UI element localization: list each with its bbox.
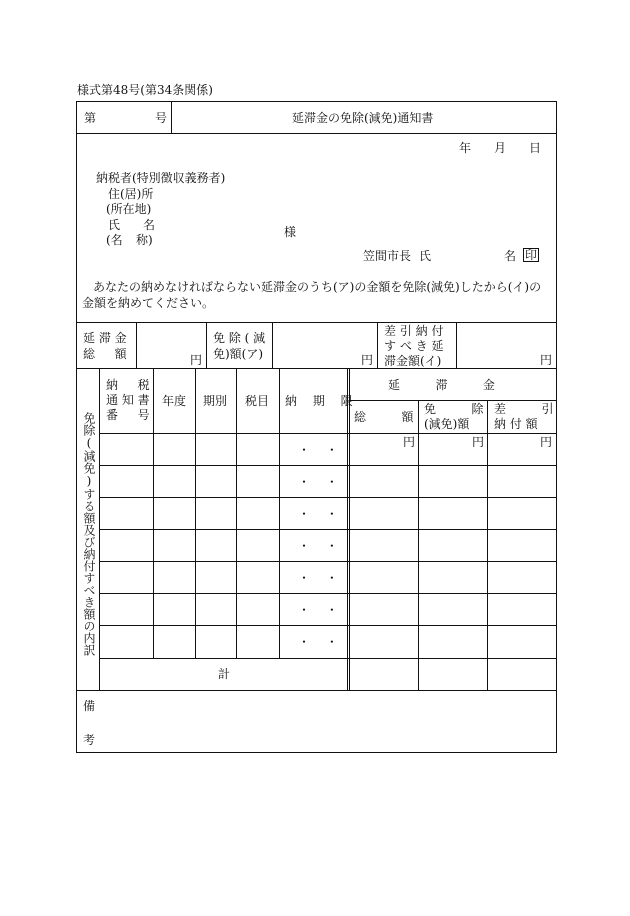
col-exempt-2: (減免)額 — [424, 417, 470, 431]
col-notice-number-1: 納 税 — [106, 378, 150, 392]
exempt-amount-label-2: 免)額(ア) — [213, 347, 264, 361]
issuer-title: 笠間市長 — [363, 249, 412, 263]
honorific: 様 — [284, 225, 297, 239]
remarks-label-1: 備 — [83, 699, 96, 713]
total-row-label: 計 — [218, 667, 231, 681]
taxpayer-location-label: (所在地) — [106, 202, 152, 216]
notice-line-2: 金額を納めてください。 — [82, 296, 215, 310]
row1-total-yen: 円 — [403, 435, 416, 449]
row4-due-date-dots: ・ ・ — [298, 539, 338, 553]
exempt-amount-label-1: 免 除 ( 減 — [213, 331, 266, 345]
net-due-yen: 円 — [540, 353, 553, 367]
date-day: 日 — [529, 141, 542, 155]
row1-exempt-yen: 円 — [472, 435, 485, 449]
col-net-due-2: 納 付 額 — [494, 417, 538, 431]
date-year: 年 — [459, 141, 472, 155]
row1-due-date-dots: ・ ・ — [298, 443, 338, 457]
net-due-label-1: 差 引 納 付 — [384, 324, 444, 338]
issuer-name-label-2: 名 — [504, 249, 517, 263]
col-total: 総 額 — [354, 410, 414, 424]
row5-due-date-dots: ・ ・ — [298, 571, 338, 585]
number-label-suffix: 号 — [155, 111, 168, 125]
col-tax-item: 税目 — [245, 394, 270, 408]
col-notice-number-2: 通 知 書 — [106, 393, 150, 407]
taxpayer-heading: 納税者(特別徴収義務者) — [96, 171, 226, 185]
notice-line-1: あなたの納めなければならない延滞金のうち(ア)の金額を免除(減免)したから(イ)の — [93, 280, 542, 294]
taxpayer-name-label-1: 氏 — [108, 218, 121, 232]
detail-side-label: 免除(減免)する額及び納付すべき額の内訳 — [82, 412, 96, 656]
number-label-prefix: 第 — [84, 111, 97, 125]
taxpayer-title-label-2: 称) — [136, 233, 153, 247]
col-arrears-group: 延 滞 金 — [388, 378, 495, 392]
col-notice-number-3: 番 号 — [106, 408, 150, 422]
row6-due-date-dots: ・ ・ — [298, 603, 338, 617]
document-title: 延滞金の免除(減免)通知書 — [292, 111, 434, 125]
row2-due-date-dots: ・ ・ — [298, 475, 338, 489]
net-due-label-2: す べ き 延 — [384, 339, 444, 353]
date-month: 月 — [494, 141, 507, 155]
col-fiscal-year: 年度 — [162, 394, 187, 408]
col-exempt-1: 免 除 — [424, 402, 484, 416]
seal-stamp: 印 — [525, 248, 538, 262]
exempt-amount-yen: 円 — [361, 353, 374, 367]
form-number: 様式第48号(第34条関係) — [77, 83, 213, 97]
net-due-label-3: 滞金額(イ) — [384, 354, 442, 368]
total-arrears-yen: 円 — [190, 353, 203, 367]
col-due-date: 納 期 限 — [285, 394, 353, 408]
col-period: 期別 — [203, 394, 228, 408]
taxpayer-address-label: 住(居)所 — [108, 187, 154, 201]
row3-due-date-dots: ・ ・ — [298, 507, 338, 521]
taxpayer-name-label-2: 名 — [143, 218, 156, 232]
row1-net-yen: 円 — [540, 435, 553, 449]
total-arrears-label-2: 総 額 — [83, 347, 127, 361]
col-net-due-1: 差 引 — [494, 402, 554, 416]
remarks-label-2: 考 — [83, 733, 96, 747]
total-arrears-label-1: 延 滞 金 — [83, 331, 127, 345]
row7-due-date-dots: ・ ・ — [298, 635, 338, 649]
taxpayer-title-label-1: (名 — [106, 233, 123, 247]
issuer-name-label-1: 氏 — [419, 249, 432, 263]
